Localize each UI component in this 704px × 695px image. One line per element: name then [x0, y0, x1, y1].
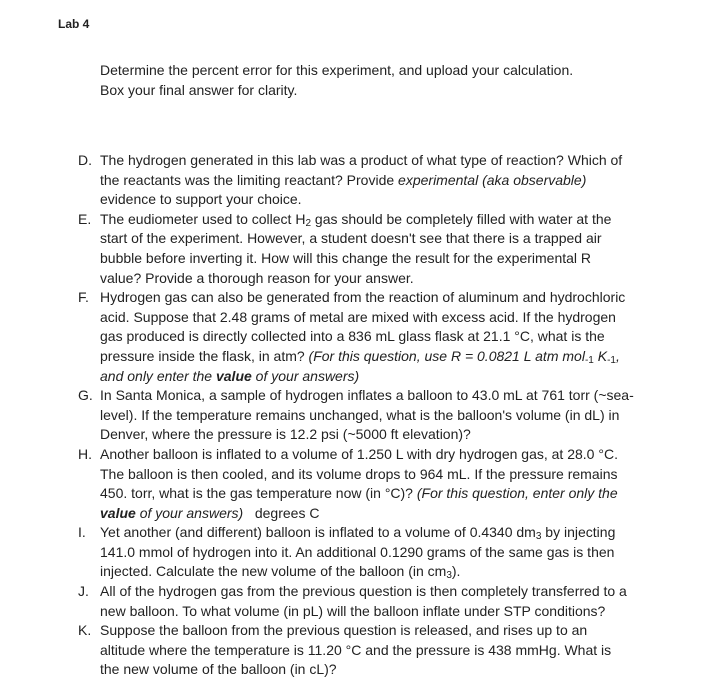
question-list [78, 151, 634, 680]
question-h [78, 445, 634, 523]
page-title: Lab 4 [58, 17, 90, 31]
question-letter: G. [78, 387, 93, 404]
question-text: Another balloon is inflated to a volume of 1.250 L with dry hydrogen gas, at 28.0 °C. The balloon is then cooled, and its volume drops to 964 mL. If the pressure remains 450. torr, what is the gas temperature now (in °C)? (For this question, enter only the value of your answers) degrees C [100, 445, 618, 521]
question-g [78, 386, 634, 445]
question-letter: I. [78, 524, 86, 541]
question-text: Hydrogen gas can also be generated from the reaction of aluminum and hydrochloric acid. Suppose that 2.48 grams of metal are mixed with excess acid. If the hydrogen gas produced is directly collected into a 836 mL glass flask at 21.1 °C, what is the pressure inside the flask, in atm? (For this question, use R = 0.0821 L atm mol$_{-1}$ $K_{-1}$, and only enter the value of your answers) [100, 289, 626, 384]
intro-line-2: Box your final answer for clarity. [100, 81, 298, 98]
question-letter: H. [78, 445, 92, 462]
question-d [78, 151, 634, 210]
question-i [78, 523, 634, 582]
question-text: In Santa Monica, a sample of hydrogen inflates a balloon to 43.0 mL at 761 torr (~sea-level). If the temperature remains unchanged, what is the balloon's volume (in dL) in Denver, where the pressure is 12.2 psi (~5000 ft elevation)? [100, 387, 634, 443]
intro-line-1: Determine the percent error for this experiment, and upload your calculation. [100, 62, 574, 78]
question-text: The hydrogen generated in this lab was a product of what type of reaction? Which of the reactants was the limiting reactant? Provide experimental (aka observable) evidence to support your choice. [100, 152, 623, 208]
question-f [78, 288, 634, 386]
question-text: Yet another (and different) balloon is inflated to a volume of 0.4340 $dm_3$ by injecting 141.0 mmol of hydrogen into it. An additional 0.1290 grams of the same gas is then injected. Calculate the new volume of the balloon (in $cm_3$). [100, 524, 616, 582]
question-text: Suppose the balloon from the previous question is released, and rises up to an altitude where the temperature is 11.20 °C and the pressure is 438 mmHg. What is the new volume of the balloon (in cL)? [100, 622, 612, 678]
question-j [78, 582, 634, 621]
question-letter: F. [78, 289, 89, 306]
question-text: All of the hydrogen gas from the previous question is then completely transferred to a new balloon. To what volume (in pL) will the balloon inflate under STP conditions? [100, 583, 627, 619]
question-k [78, 621, 634, 680]
question-text: The eudiometer used to collect $H_2$ gas should be completely filled with water at the start of the experiment. However, a student doesn't see that there is a trapped air bubble before inverting it. How will this change the result for the experimental R value? Provide a thorough reason for your answer. [100, 210, 612, 286]
question-letter: E. [78, 210, 92, 227]
question-e [78, 210, 634, 288]
question-letter: D. [78, 152, 92, 168]
question-letter: K. [78, 622, 92, 639]
intro-paragraph [100, 61, 660, 100]
question-letter: J. [78, 583, 89, 600]
